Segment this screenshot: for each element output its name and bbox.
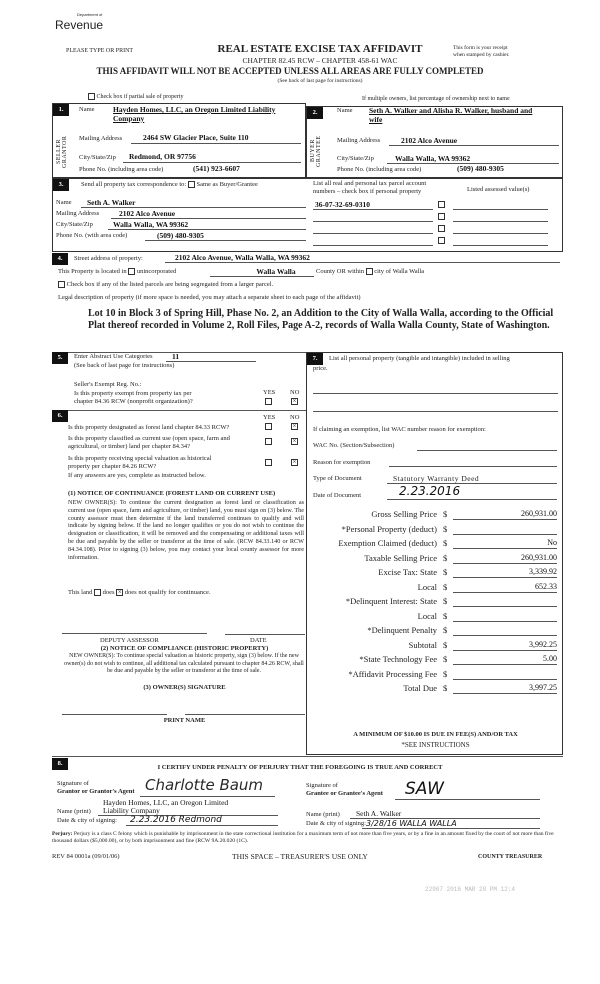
personal-property-checkbox[interactable] [438, 225, 445, 232]
county-treasurer: COUNTY TREASURER [478, 854, 543, 860]
sig-grantor-label-2: Grantor or Grantor's Agent [57, 788, 135, 795]
document-type-label: Type of Document [313, 475, 362, 482]
section-number: 1. [53, 104, 69, 116]
segregated-line [58, 281, 273, 288]
partial-label: Check box if partial sale of property [96, 93, 184, 100]
fee-label: Total Due [403, 683, 437, 693]
fee-row [307, 552, 564, 566]
assessed-label: Listed assessed value(s) [467, 186, 530, 193]
form-revision: REV 84 0001a (09/01/06) [52, 853, 120, 860]
yes-header: YES [263, 389, 276, 396]
seller-section [52, 103, 306, 178]
legal-label: Legal description of property (if more space is needed, you may attach a separate sheet to each page of the affidavit) [58, 294, 361, 301]
fee-value[interactable]: 3,992.25 [453, 640, 557, 651]
q-current-use: Is this property classified as current use (open space, farm and [68, 435, 230, 442]
document-date[interactable]: 2.23.2016 [399, 484, 461, 498]
see-back: (See back of last page for instructions) [277, 78, 363, 84]
current-use-yes[interactable] [265, 438, 272, 445]
correspondence-city[interactable]: Walla Walla, WA 99362 [113, 220, 189, 229]
correspondence-phone[interactable]: (509) 480-9305 [157, 231, 204, 240]
send-to [81, 181, 258, 188]
abstract-value[interactable]: 11 [172, 352, 180, 361]
seller-name-2[interactable]: Company [113, 114, 145, 123]
grantor-date-city[interactable]: 2.23.2016 Redmond [130, 815, 222, 825]
fee-value[interactable] [453, 611, 557, 622]
multiple-owners-note: If multiple owners, list percentage of ownership next to name [362, 96, 510, 102]
forest-yes[interactable] [265, 423, 272, 430]
forest-no[interactable]: × [292, 422, 297, 431]
send-label: Send all property tax correspondence to: [81, 181, 187, 188]
dollar-sign: $ [443, 654, 448, 664]
unincorp-label: unincorporated [136, 268, 177, 275]
addr-label: Mailing Address [79, 135, 123, 142]
grantee-name[interactable]: Seth A. Walker [356, 809, 402, 818]
unincorporated-checkbox[interactable] [128, 268, 135, 275]
city-label: city of Walla Walla [374, 268, 425, 275]
fee-row [307, 668, 564, 682]
fee-row [307, 537, 564, 551]
grantor-signature[interactable]: Charlotte Baum [145, 776, 264, 794]
grantor-name-1[interactable]: Hayden Homes, LLC, an Oregon Limited [103, 798, 229, 807]
fee-label: *State Technology Fee [359, 654, 437, 664]
certify-statement: I CERTIFY UNDER PENALTY OF PERJURY THAT THE FOREGOING IS TRUE AND CORRECT [157, 764, 443, 771]
date-label: DATE [250, 637, 267, 644]
same-label: Same as Buyer/Grantee [196, 181, 258, 188]
sig-grantee-label: Signature of [306, 782, 338, 789]
current-use-no[interactable]: × [292, 437, 297, 446]
addr-label: Mailing Address [56, 210, 100, 217]
fee-value[interactable] [453, 524, 557, 535]
dollar-sign: $ [443, 625, 448, 635]
q-forest: Is this property designated as forest land chapter 84.33 RCW? [68, 424, 230, 431]
fee-row [307, 508, 564, 522]
dollar-sign: $ [443, 538, 448, 548]
city-label: City/State/Zip [337, 155, 374, 162]
name-label: Name [337, 107, 353, 114]
q-historic: Is this property receiving special valuation as historical [68, 455, 212, 462]
fee-label: *Delinquent Interest: State [345, 596, 437, 606]
name-label: Name [56, 199, 72, 206]
fee-value[interactable]: 3,339.92 [453, 567, 557, 578]
notice-continuance-body: NEW OWNER(S): To continue the current designation as forest land or classification as current use (open space, farm and agriculture, or timber) land, you must sign on (3) below. The county assessor must then determine if the land transferred continues to qualify and will indicate by signing below. If the land no longer qualifies or you do not wish to continue the designation or classification, it will be removed and the compensating or additional taxes will be due and payable by the seller or transferor at the time of sale. (RCW 84.33.140 or RCW 84.34.108). Prior to signing (3) below, you may contact your local county assessor for more information. [68, 499, 304, 561]
grantor-name-2[interactable]: Liability Company [103, 806, 160, 815]
yes-header: YES [263, 414, 276, 421]
fee-row [307, 581, 564, 595]
location-line [58, 268, 176, 275]
same-as-buyer-checkbox[interactable] [188, 181, 195, 188]
personal-property-checkbox[interactable] [438, 237, 445, 244]
fee-label: *Delinquent Penalty [367, 625, 437, 635]
fee-row [307, 610, 564, 624]
nonprofit-no[interactable]: × [292, 397, 297, 406]
does-not-checkbox[interactable]: × [117, 588, 122, 597]
continuance-line [68, 589, 211, 596]
price-label: price. [313, 365, 328, 372]
segregated-label: Check box if any of the listed parcels are being segregated from a larger parcel. [66, 281, 274, 288]
section-number: 4. [52, 253, 68, 265]
receipt-note-2: when stamped by cashier. [453, 52, 510, 58]
addr-label: Mailing Address [337, 137, 381, 144]
street-label: Street address of property: [74, 255, 143, 262]
fee-value[interactable]: 260,931.00 [453, 509, 557, 520]
within-city [316, 268, 424, 275]
notice-compliance-title: (2) NOTICE OF COMPLIANCE (HISTORIC PROPERTY) [100, 645, 269, 652]
grantee-date-city[interactable]: 3/28/16 WALLA WALLA [366, 819, 457, 828]
no-header: NO [290, 389, 300, 396]
logo-text: Revenue [55, 18, 104, 32]
seller-label: SELLER GRANTOR [56, 135, 68, 169]
land-label: This land [68, 589, 93, 596]
partial-sale [88, 93, 183, 100]
dollar-sign: $ [443, 639, 448, 650]
reason-label: Reason for exemption [313, 459, 371, 466]
does-not-label: does not qualify for continuance. [124, 589, 211, 596]
fee-row [307, 566, 564, 580]
fee-row [307, 653, 564, 667]
deputy-assessor-label: DEPUTY ASSESSOR [100, 637, 159, 644]
county-or: County OR [316, 268, 346, 275]
fee-label: *Affidavit Processing Fee [348, 668, 437, 679]
fee-label: Taxable Selling Price [364, 552, 437, 563]
no-header: NO [290, 414, 300, 421]
dollar-sign: $ [443, 567, 448, 577]
sig-grantee-label-2: Grantee or Grantee's Agent [306, 790, 383, 797]
buyer-label: BUYER GRANTEE [310, 135, 322, 167]
within-label: within [347, 268, 365, 275]
please-type: PLEASE TYPE OR PRINT [66, 48, 134, 54]
fee-row [307, 639, 564, 653]
county-value[interactable]: Walla Walla [256, 267, 296, 276]
date-city-label: Date & city of signing: [57, 817, 117, 824]
exempt-reg-label: Seller's Exempt Reg. No.: [74, 381, 142, 388]
notice-compliance-body: NEW OWNER(S): To continue special valuation as historic property, sign (3) below. If the new owner(s) do not wish to continue, all additional tax calculated pursuant to chapter 84.26 RCW, shall be due and payable by the seller or transferor at the time of sale. [64, 653, 304, 674]
print-name-label: PRINT NAME [163, 717, 206, 724]
name-print-label: Name (print) [306, 811, 340, 818]
q-nonprofit: Is this property exempt from property tax per [74, 390, 192, 397]
parcel-number[interactable]: 36-07-32-69-0310 [315, 200, 370, 209]
personal-property-checkbox[interactable] [438, 213, 445, 220]
fee-value[interactable] [453, 625, 557, 636]
city-checkbox[interactable] [366, 268, 373, 275]
notice-continuance-title: (1) NOTICE OF CONTINUANCE (FOREST LAND OR CURRENT USE) [68, 490, 276, 497]
fee-value[interactable]: No [453, 538, 557, 549]
dollar-sign: $ [443, 596, 448, 606]
dollar-sign: $ [443, 668, 448, 679]
dollar-sign: $ [443, 683, 448, 693]
perjury-note [52, 831, 562, 845]
legal-description[interactable]: Lot 10 in Block 3 of Spring Hill, Phase No. 2, an Addition to the City of Walla Walla, according to the Official Plat thereof recorded in Volume 2, Roll Files, Page A-2, records of Walla Walla County, State of Washington. [88, 308, 554, 331]
q-historic-2: property per chapter 84.26 RCW? [68, 463, 157, 470]
name-print-label: Name (print) [57, 808, 91, 815]
buyer-name-2[interactable]: wife [369, 115, 383, 124]
form-title: REAL ESTATE EXCISE TAX AFFIDAVIT [217, 43, 423, 55]
document-type[interactable]: Statutory Warranty Deed [393, 474, 480, 483]
city-label: City/State/Zip [56, 221, 93, 228]
dollar-sign: $ [443, 509, 448, 519]
chapter: CHAPTER 82.45 RCW – CHAPTER 458-61 WAC [242, 56, 398, 65]
warning: THIS AFFIDAVIT WILL NOT BE ACCEPTED UNLESS ALL AREAS ARE FULLY COMPLETED [96, 66, 484, 76]
q-nonprofit-2: chapter 84.36 RCW (nonprofit organization)? [74, 398, 193, 405]
buyer-phone[interactable]: (509) 480-9305 [457, 164, 504, 173]
fee-row [307, 595, 564, 609]
fee-row [307, 523, 564, 537]
does-label: does [102, 589, 115, 596]
logo-sub: Department of [77, 12, 103, 17]
perjury-text: Perjury is a class C felony which is punishable by imprisonment in the state correctional institution for a maximum term of not more than five years, or by a fine in an amount fixed by the court of not more than five thousand dollars ($5,000.00), or by both imprisonment and fine (RCW 9A.20.020 (1C). [52, 831, 554, 844]
section-7 [306, 352, 563, 755]
fee-value[interactable]: 5.00 [453, 654, 557, 665]
seller-address[interactable]: 2464 SW Glacier Place, Suite 110 [143, 133, 249, 142]
receipt-note-1: This form is your receipt [453, 45, 508, 51]
phone-label: Phone No. (with area code) [56, 232, 128, 239]
see-instructions: *SEE INSTRUCTIONS [401, 741, 470, 749]
section-number: 5. [52, 352, 68, 364]
treasurer-space: THIS SPACE – TREASURER'S USE ONLY [232, 852, 368, 861]
name-label: Name [79, 106, 95, 113]
fee-table [307, 508, 564, 708]
fee-label: Local [417, 610, 437, 621]
fee-label: Subtotal [408, 639, 437, 650]
fee-value[interactable] [453, 596, 557, 607]
dollar-sign: $ [443, 523, 448, 534]
seller-city[interactable]: Redmond, OR 97756 [129, 152, 196, 161]
section-number: 3. [53, 179, 69, 191]
wac-label: WAC No. (Section/Subsection) [313, 442, 395, 449]
segregated-checkbox[interactable] [58, 281, 65, 288]
q-current-use-2: agricultural, or timber) land per chapter 84.34? [68, 443, 191, 450]
phone-label: Phone No. (including area code) [79, 166, 164, 173]
does-checkbox[interactable] [94, 589, 101, 596]
if-any-note: If any answers are yes, complete as instructed below. [68, 472, 206, 479]
date-city-label: Date & city of signing: [306, 820, 366, 827]
city-label: City/State/Zip [79, 154, 116, 161]
perjury-heading: Perjury: [52, 831, 73, 837]
dollar-sign: $ [443, 610, 448, 621]
fee-value[interactable]: 652.33 [453, 582, 557, 593]
section-number: 2. [307, 107, 323, 119]
dollar-sign: $ [443, 581, 448, 592]
fee-value[interactable] [453, 669, 557, 680]
parcel-label-1: List all real and personal tax parcel account [313, 180, 427, 187]
phone-label: Phone No. (including area code) [337, 166, 422, 173]
parcel-label-2: numbers – check box if personal property [313, 188, 422, 195]
fee-label: Exemption Claimed (deduct) [338, 538, 437, 548]
personal-property-label: List all personal property (tangible and intangible) included in selling [329, 355, 510, 362]
seller-name[interactable]: Hayden Homes, LLC, an Oregon Limited Liability [113, 105, 276, 114]
buyer-city[interactable]: Walla Walla, WA 99362 [395, 154, 471, 163]
correspondence-address[interactable]: 2102 Alco Avenue [119, 209, 176, 218]
buyer-name[interactable]: Seth A. Walker and Alisha R. Walker, husband and [369, 106, 533, 115]
claiming-label: If claiming an exemption, list WAC number reason for exemption: [313, 426, 486, 433]
fee-label: Gross Selling Price [371, 509, 437, 519]
fee-value[interactable]: 3,997.25 [453, 683, 557, 694]
fee-label: *Personal Property (deduct) [341, 523, 437, 534]
abstract-label: Enter Abstract Use Categories [74, 353, 153, 360]
seller-phone[interactable]: (541) 923-6607 [193, 164, 240, 173]
partial-sale-checkbox[interactable] [88, 93, 95, 100]
treasurer-stamp: 22907 2016 MAR 28 PM 12:4 [425, 886, 516, 893]
historic-no[interactable]: × [292, 458, 297, 467]
personal-property-checkbox[interactable] [438, 201, 445, 208]
tax-correspondence-section [52, 178, 563, 252]
fee-label: Local [417, 581, 437, 592]
located-label: This Property is located in [58, 268, 127, 275]
fee-row [307, 682, 564, 696]
buyer-section [306, 106, 563, 178]
see-back: (See back of last page for instructions) [74, 362, 175, 369]
dollar-sign: $ [443, 552, 448, 563]
owner-signature-label: (3) OWNER(S) SIGNATURE [143, 684, 226, 691]
minimum-note: A MINIMUM OF $10.00 IS DUE IN FEE(S) AND/OR TAX [353, 731, 518, 738]
historic-yes[interactable] [265, 459, 272, 466]
buyer-address[interactable]: 2102 Alco Avenue [401, 136, 458, 145]
section-number: 7. [307, 353, 323, 365]
fee-label: Excise Tax: State [378, 567, 437, 577]
nonprofit-yes[interactable] [265, 398, 272, 405]
correspondence-name[interactable]: Seth A. Walker [87, 198, 136, 207]
fee-row [307, 624, 564, 638]
section-number: 8. [52, 758, 68, 770]
section-number: 6. [52, 410, 68, 422]
property-street[interactable]: 2102 Alco Avenue, Walla Walla, WA 99362 [175, 253, 310, 262]
grantee-signature[interactable]: SAW [405, 779, 444, 799]
fee-value[interactable]: 260,931.00 [453, 553, 557, 564]
document-date-label: Date of Document [313, 492, 362, 499]
sig-grantor-label: Signature of [57, 780, 89, 787]
